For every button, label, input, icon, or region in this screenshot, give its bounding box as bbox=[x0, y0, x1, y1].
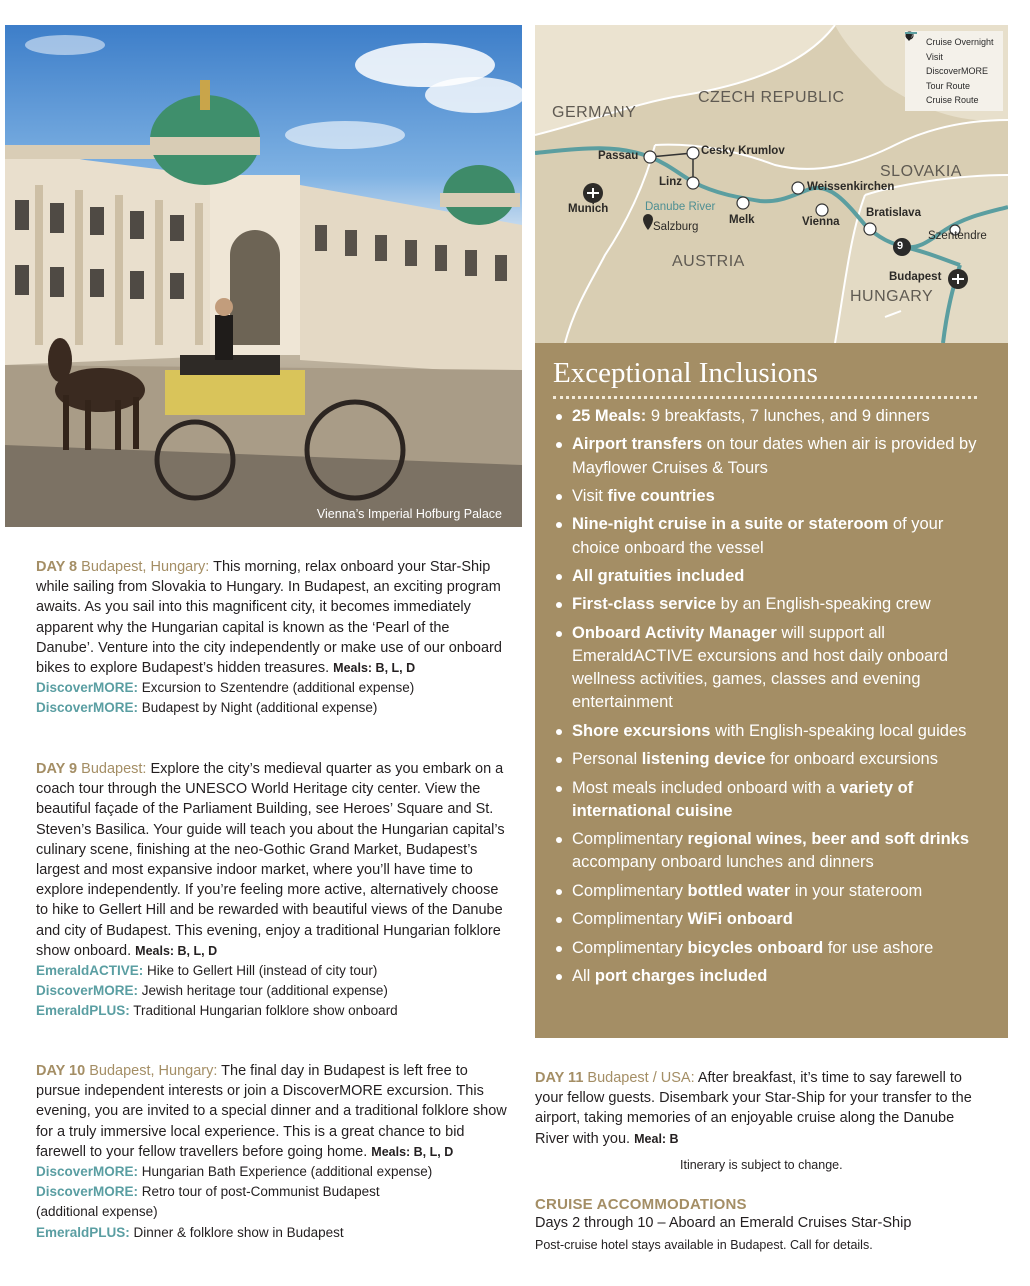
inclusion-highlight: five countries bbox=[607, 486, 715, 505]
inclusion-highlight: WiFi onboard bbox=[687, 910, 793, 929]
city-munich: Munich bbox=[568, 203, 609, 215]
day9-block bbox=[36, 759, 511, 1022]
country-germany: GERMANY bbox=[552, 104, 637, 121]
city-cesky-krumlov: Cesky Krumlov bbox=[701, 145, 785, 157]
day8-paragraph bbox=[36, 557, 511, 678]
legend-visit bbox=[911, 50, 997, 65]
inclusion-text: in your stateroom bbox=[790, 881, 923, 900]
legend-label: Visit bbox=[926, 51, 943, 62]
day10-option bbox=[36, 1223, 511, 1243]
inclusion-highlight: port charges included bbox=[594, 966, 768, 985]
city-szentendre: Szentendre bbox=[928, 230, 987, 242]
day8-option bbox=[36, 678, 511, 698]
legend-label: Cruise Route bbox=[926, 95, 979, 106]
day11-text: After breakfast, it’s time to say farewell to your fellow guests. Disembark your Star-Ship for your transfer to the airport, taking memories of an enjoyable cruise along the Danube River with you. bbox=[535, 1070, 972, 1147]
day8-location: Budapest, Hungary: bbox=[77, 559, 210, 575]
option-text: Retro tour of post-Communist Budapest (additional expense) bbox=[36, 1184, 380, 1220]
inclusion-text: Complimentary bbox=[572, 938, 688, 957]
inclusion-highlight: Shore excursions bbox=[572, 721, 711, 740]
option-tag: EmeraldPLUS: bbox=[36, 1003, 130, 1019]
inclusion-highlight: variety of international cuisine bbox=[572, 778, 914, 820]
country-austria: AUSTRIA bbox=[672, 253, 745, 270]
inclusion-item bbox=[553, 622, 990, 715]
option-tag: DiscoverMORE: bbox=[36, 700, 139, 716]
itinerary-note: Itinerary is subject to change. bbox=[680, 1158, 843, 1172]
inclusion-item bbox=[553, 565, 990, 588]
day8-label: DAY 8 bbox=[36, 559, 78, 575]
inclusion-highlight: Nine-night cruise in a suite or stateroom bbox=[572, 515, 889, 534]
legend-tour-route bbox=[911, 79, 997, 94]
option-tag: EmeraldACTIVE: bbox=[36, 963, 144, 979]
inclusion-highlight: All gratuities included bbox=[572, 566, 745, 585]
day11-meals: Meal: B bbox=[634, 1131, 679, 1146]
inclusion-highlight: regional wines, beer and soft drinks bbox=[687, 830, 970, 849]
legend-label: DiscoverMORE bbox=[926, 66, 989, 77]
inclusion-highlight: Airport transfers bbox=[572, 435, 703, 454]
inclusion-item bbox=[553, 405, 990, 428]
inclusion-text: will support all EmeraldACTIVE excursions and host daily onboard wellness activities, games, classes and evening entertainment bbox=[572, 623, 949, 712]
inclusion-item bbox=[553, 965, 990, 988]
inclusion-highlight: bicycles onboard bbox=[687, 938, 824, 957]
day10-label: DAY 10 bbox=[36, 1063, 86, 1079]
inclusion-text: for use ashore bbox=[823, 938, 934, 957]
option-text: Hungarian Bath Experience (additional expense) bbox=[138, 1164, 433, 1180]
day10-text: The final day in Budapest is left free to pursue independent interests or join a DiscoverMORE excursion. This evening, you are invited to a special dinner and a traditional folklore show for a truly immersive local experience. This is a great chance to bid farewell to your fellow travellers before going home. bbox=[36, 1063, 507, 1160]
legend-label: Tour Route bbox=[926, 80, 971, 91]
day9-meals: Meals: B, L, D bbox=[135, 943, 218, 958]
legend-overnight bbox=[911, 35, 997, 50]
city-melk: Melk bbox=[729, 214, 755, 226]
accommodations-small: Post-cruise hotel stays available in Budapest. Call for details. bbox=[535, 1238, 873, 1252]
inclusion-item bbox=[553, 828, 990, 874]
overnight-number: 9 bbox=[897, 240, 904, 252]
inclusion-text: accompany onboard lunches and dinners bbox=[572, 853, 874, 872]
accommodations-text: Days 2 through 10 – Aboard an Emerald Cruises Star-Ship bbox=[535, 1215, 912, 1231]
inclusion-text: Complimentary bbox=[572, 910, 688, 929]
inclusion-item bbox=[553, 720, 990, 743]
hofburg-photo bbox=[5, 25, 522, 527]
inclusion-item bbox=[553, 880, 990, 903]
inclusion-text: with English-speaking local guides bbox=[710, 721, 967, 740]
city-budapest: Budapest bbox=[889, 271, 942, 283]
inclusion-item bbox=[553, 908, 990, 931]
day11-paragraph bbox=[535, 1068, 990, 1149]
day10-location: Budapest, Hungary: bbox=[85, 1063, 218, 1079]
route-map bbox=[535, 25, 1008, 343]
option-text: Jewish heritage tour (additional expense) bbox=[138, 983, 388, 999]
option-tag: DiscoverMORE: bbox=[36, 1184, 139, 1200]
city-weissenkirchen: Weissenkirchen bbox=[807, 181, 895, 193]
inclusion-text: Visit bbox=[572, 486, 608, 505]
option-tag: DiscoverMORE: bbox=[36, 983, 139, 999]
option-tag: EmeraldPLUS: bbox=[36, 1224, 130, 1240]
inclusion-text: on tour dates when air is provided by Mayflower Cruises & Tours bbox=[572, 435, 977, 477]
inclusion-text: by an English-speaking crew bbox=[716, 595, 931, 614]
inclusion-text: Personal bbox=[572, 750, 642, 769]
legend-discovermore bbox=[911, 64, 997, 79]
day8-meals: Meals: B, L, D bbox=[333, 661, 416, 676]
option-text: Budapest by Night (additional expense) bbox=[138, 700, 378, 716]
inclusion-text: of your choice onboard the vessel bbox=[572, 515, 944, 557]
city-passau: Passau bbox=[598, 150, 639, 162]
inclusion-highlight: 25 Meals: bbox=[572, 407, 647, 425]
day9-option bbox=[36, 961, 511, 981]
day10-paragraph bbox=[36, 1061, 511, 1162]
day8-text: This morning, relax onboard your Star-Ship while sailing from Slovakia to Hungary. In Budapest, an exciting program awaits. As you sail into this magnificent city, it becomes immediately apparent why the Hungarian capital is known as the ‘Pearl of the Danube’. Venture into the city independently or make use of our onboard bikes to explore Budapest’s hidden treasures. bbox=[36, 559, 502, 677]
inclusion-item bbox=[553, 748, 990, 771]
option-text: Dinner & folklore show in Budapest bbox=[129, 1224, 344, 1240]
day9-label: DAY 9 bbox=[36, 761, 78, 777]
country-slovakia: SLOVAKIA bbox=[880, 163, 962, 180]
day9-text: Explore the city’s medieval quarter as you embark on a coach tour through the UNESCO World Heritage city center. View the beautiful façade of the Parliament Building, see Heroes’ Square and St. Steven’s Basilica. Your guide will teach you about the Hungarian capital’s culinary scene, finishing at the neo-Gothic Grand Market, Budapest’s largest and most expansive indoor market, where you’ll have time to explore independently. If you’re feeling more active, alternatively choose to hike to Gellert Hill and be rewarded with beautiful views of the Danube and city of Budapest. This evening, enjoy a traditional Hungarian folklore show onboard. bbox=[36, 761, 505, 959]
option-text: Excursion to Szentendre (additional expense) bbox=[138, 680, 415, 696]
inclusion-text: Complimentary bbox=[572, 881, 688, 900]
day9-option bbox=[36, 981, 511, 1001]
inclusion-text: All bbox=[572, 966, 595, 985]
city-vienna: Vienna bbox=[802, 216, 840, 228]
day11-label: DAY 11 bbox=[535, 1070, 584, 1086]
city-salzburg: Salzburg bbox=[653, 221, 699, 233]
dotted-divider bbox=[553, 396, 977, 399]
inclusion-highlight: listening device bbox=[641, 750, 766, 769]
day11-location: Budapest / USA: bbox=[583, 1070, 695, 1086]
day10-option bbox=[36, 1162, 511, 1182]
option-tag: DiscoverMORE: bbox=[36, 1164, 139, 1180]
inclusion-item bbox=[553, 777, 990, 823]
river-label: Danube River bbox=[645, 201, 716, 213]
day8-option bbox=[36, 698, 511, 718]
legend-cruise-route bbox=[911, 93, 997, 108]
day10-option bbox=[36, 1182, 426, 1222]
accommodations-heading: CRUISE ACCOMMODATIONS bbox=[535, 1196, 747, 1213]
inclusion-highlight: bottled water bbox=[687, 881, 791, 900]
inclusion-highlight: Onboard Activity Manager bbox=[572, 623, 777, 642]
option-text: Traditional Hungarian folklore show onboard bbox=[129, 1003, 398, 1019]
map-legend bbox=[905, 31, 1003, 111]
day10-meals: Meals: B, L, D bbox=[371, 1144, 454, 1159]
inclusions-list bbox=[553, 405, 990, 988]
hofburg-illustration bbox=[5, 25, 522, 527]
day11-block bbox=[535, 1068, 990, 1149]
country-czech: CZECH REPUBLIC bbox=[698, 89, 845, 106]
inclusion-item bbox=[553, 513, 990, 559]
legend-label: Cruise Overnight bbox=[926, 37, 994, 48]
inclusion-item bbox=[553, 593, 990, 616]
inclusion-text: Complimentary bbox=[572, 830, 688, 849]
inclusion-item bbox=[553, 485, 990, 508]
inclusion-highlight: First-class service bbox=[572, 595, 717, 614]
option-tag: DiscoverMORE: bbox=[36, 680, 139, 696]
inclusions-title: Exceptional Inclusions bbox=[553, 357, 818, 389]
day9-location: Budapest: bbox=[77, 761, 147, 777]
inclusion-text: Most meals included onboard with a bbox=[572, 778, 840, 797]
inclusion-text: 9 breakfasts, 7 lunches, and 9 dinners bbox=[646, 407, 930, 425]
city-bratislava: Bratislava bbox=[866, 207, 921, 219]
inclusion-text: for onboard excursions bbox=[765, 750, 938, 769]
inclusion-item bbox=[553, 433, 990, 479]
photo-caption: Vienna’s Imperial Hofburg Palace bbox=[316, 507, 502, 521]
day8-block bbox=[36, 557, 511, 719]
day9-option bbox=[36, 1001, 511, 1021]
inclusions-box bbox=[535, 343, 1008, 1038]
country-hungary: HUNGARY bbox=[850, 288, 934, 305]
city-linz: Linz bbox=[659, 176, 682, 188]
inclusion-item bbox=[553, 937, 990, 960]
day10-block bbox=[36, 1061, 511, 1243]
option-text: Hike to Gellert Hill (instead of city tour) bbox=[143, 963, 378, 979]
day9-paragraph bbox=[36, 759, 511, 961]
